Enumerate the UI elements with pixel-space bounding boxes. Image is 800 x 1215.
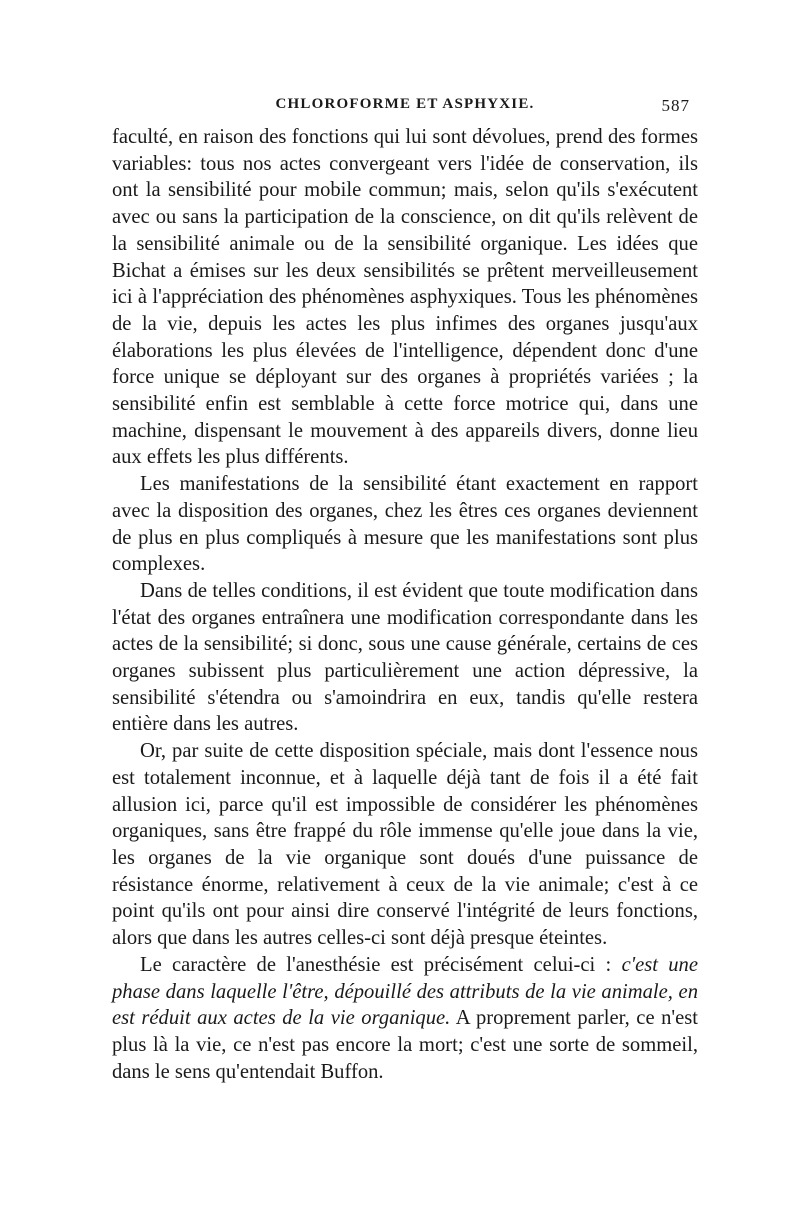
paragraph-3: Dans de telles conditions, il est évident que toute modification dans l'état des organes entraînera une modification correspondante dans les actes de la sensibilité; si donc, sous une cause générale, certains de ces organes subissent plus particulièrement une action dépressive, la sensibilité s'étendra ou s'amoindrira en eux, tandis qu'elle restera entière dans les autres. bbox=[112, 579, 698, 736]
paragraph-1: faculté, en raison des fonctions qui lui sont dévolues, prend des formes variables: tous nos actes convergeant vers l'idée de conservation, ils ont la sensibilité pour mobile commun; mais, selon qu'ils s'exécutent avec ou sans la participation de la conscience, on dit qu'ils relèvent de la sensibilité animale ou de la sensibilité organique. Les idées que Bichat a émises sur les deux sensibilités se prêtent merveilleusement ici à l'appréciation des phénomènes asphyxiques. Tous les phénomènes de la vie, depuis les actes les plus infimes des organes jusqu'aux élaborations les plus élevées de l'intelligence, dépendent donc d'une force unique se déployant sur des organes à propriétés variées ; la sensibilité enfin est semblable à cette force motrice qui, dans une machine, dispensant le mouvement à des appareils divers, donne lieu aux effets les plus différents. bbox=[112, 126, 698, 469]
paragraph-5-lead: Le caractère de l'anesthésie est précisément celui-ci : bbox=[140, 953, 622, 976]
paragraph-5-italic: c'est une phase dans laquelle l'être, dépouillé des attributs de la vie animale, en est réduit aux actes de la vie organique. bbox=[112, 953, 698, 1030]
running-title: CHLOROFORME ET ASPHYXIE. bbox=[275, 96, 535, 112]
body-text bbox=[112, 124, 698, 1085]
paragraph-4: Or, par suite de cette disposition spéciale, mais dont l'essence nous est totalement inconnue, et à laquelle déjà tant de fois il a été fait allusion ici, parce qu'il est impossible de considérer les phénomènes organiques, sans être frappé du rôle immense qu'elle joue dans la vie, les organes de la vie organique sont doués d'une puissance de résistance énorme, relativement à ceux de la vie animale; c'est à ce point qu'ils ont pour ainsi dire conservé l'intégrité de leurs fonctions, alors que dans les autres celles-ci sont déjà presque éteintes. bbox=[112, 740, 698, 950]
paragraph-5-tail: A proprement parler, ce n'est plus là la vie, ce n'est pas encore la mort; c'est une sorte de sommeil, dans le sens qu'entendait Buffon. bbox=[112, 1007, 698, 1083]
running-header bbox=[112, 96, 698, 124]
book-page bbox=[112, 96, 698, 1085]
paragraph-2: Les manifestations de la sensibilité étant exactement en rapport avec la disposition des organes, chez les êtres ces organes deviennent de plus en plus compliqués à mesure que les manifestations sont plus complexes. bbox=[112, 473, 698, 576]
paragraph-5 bbox=[112, 952, 698, 1086]
page-number: 587 bbox=[661, 96, 690, 115]
